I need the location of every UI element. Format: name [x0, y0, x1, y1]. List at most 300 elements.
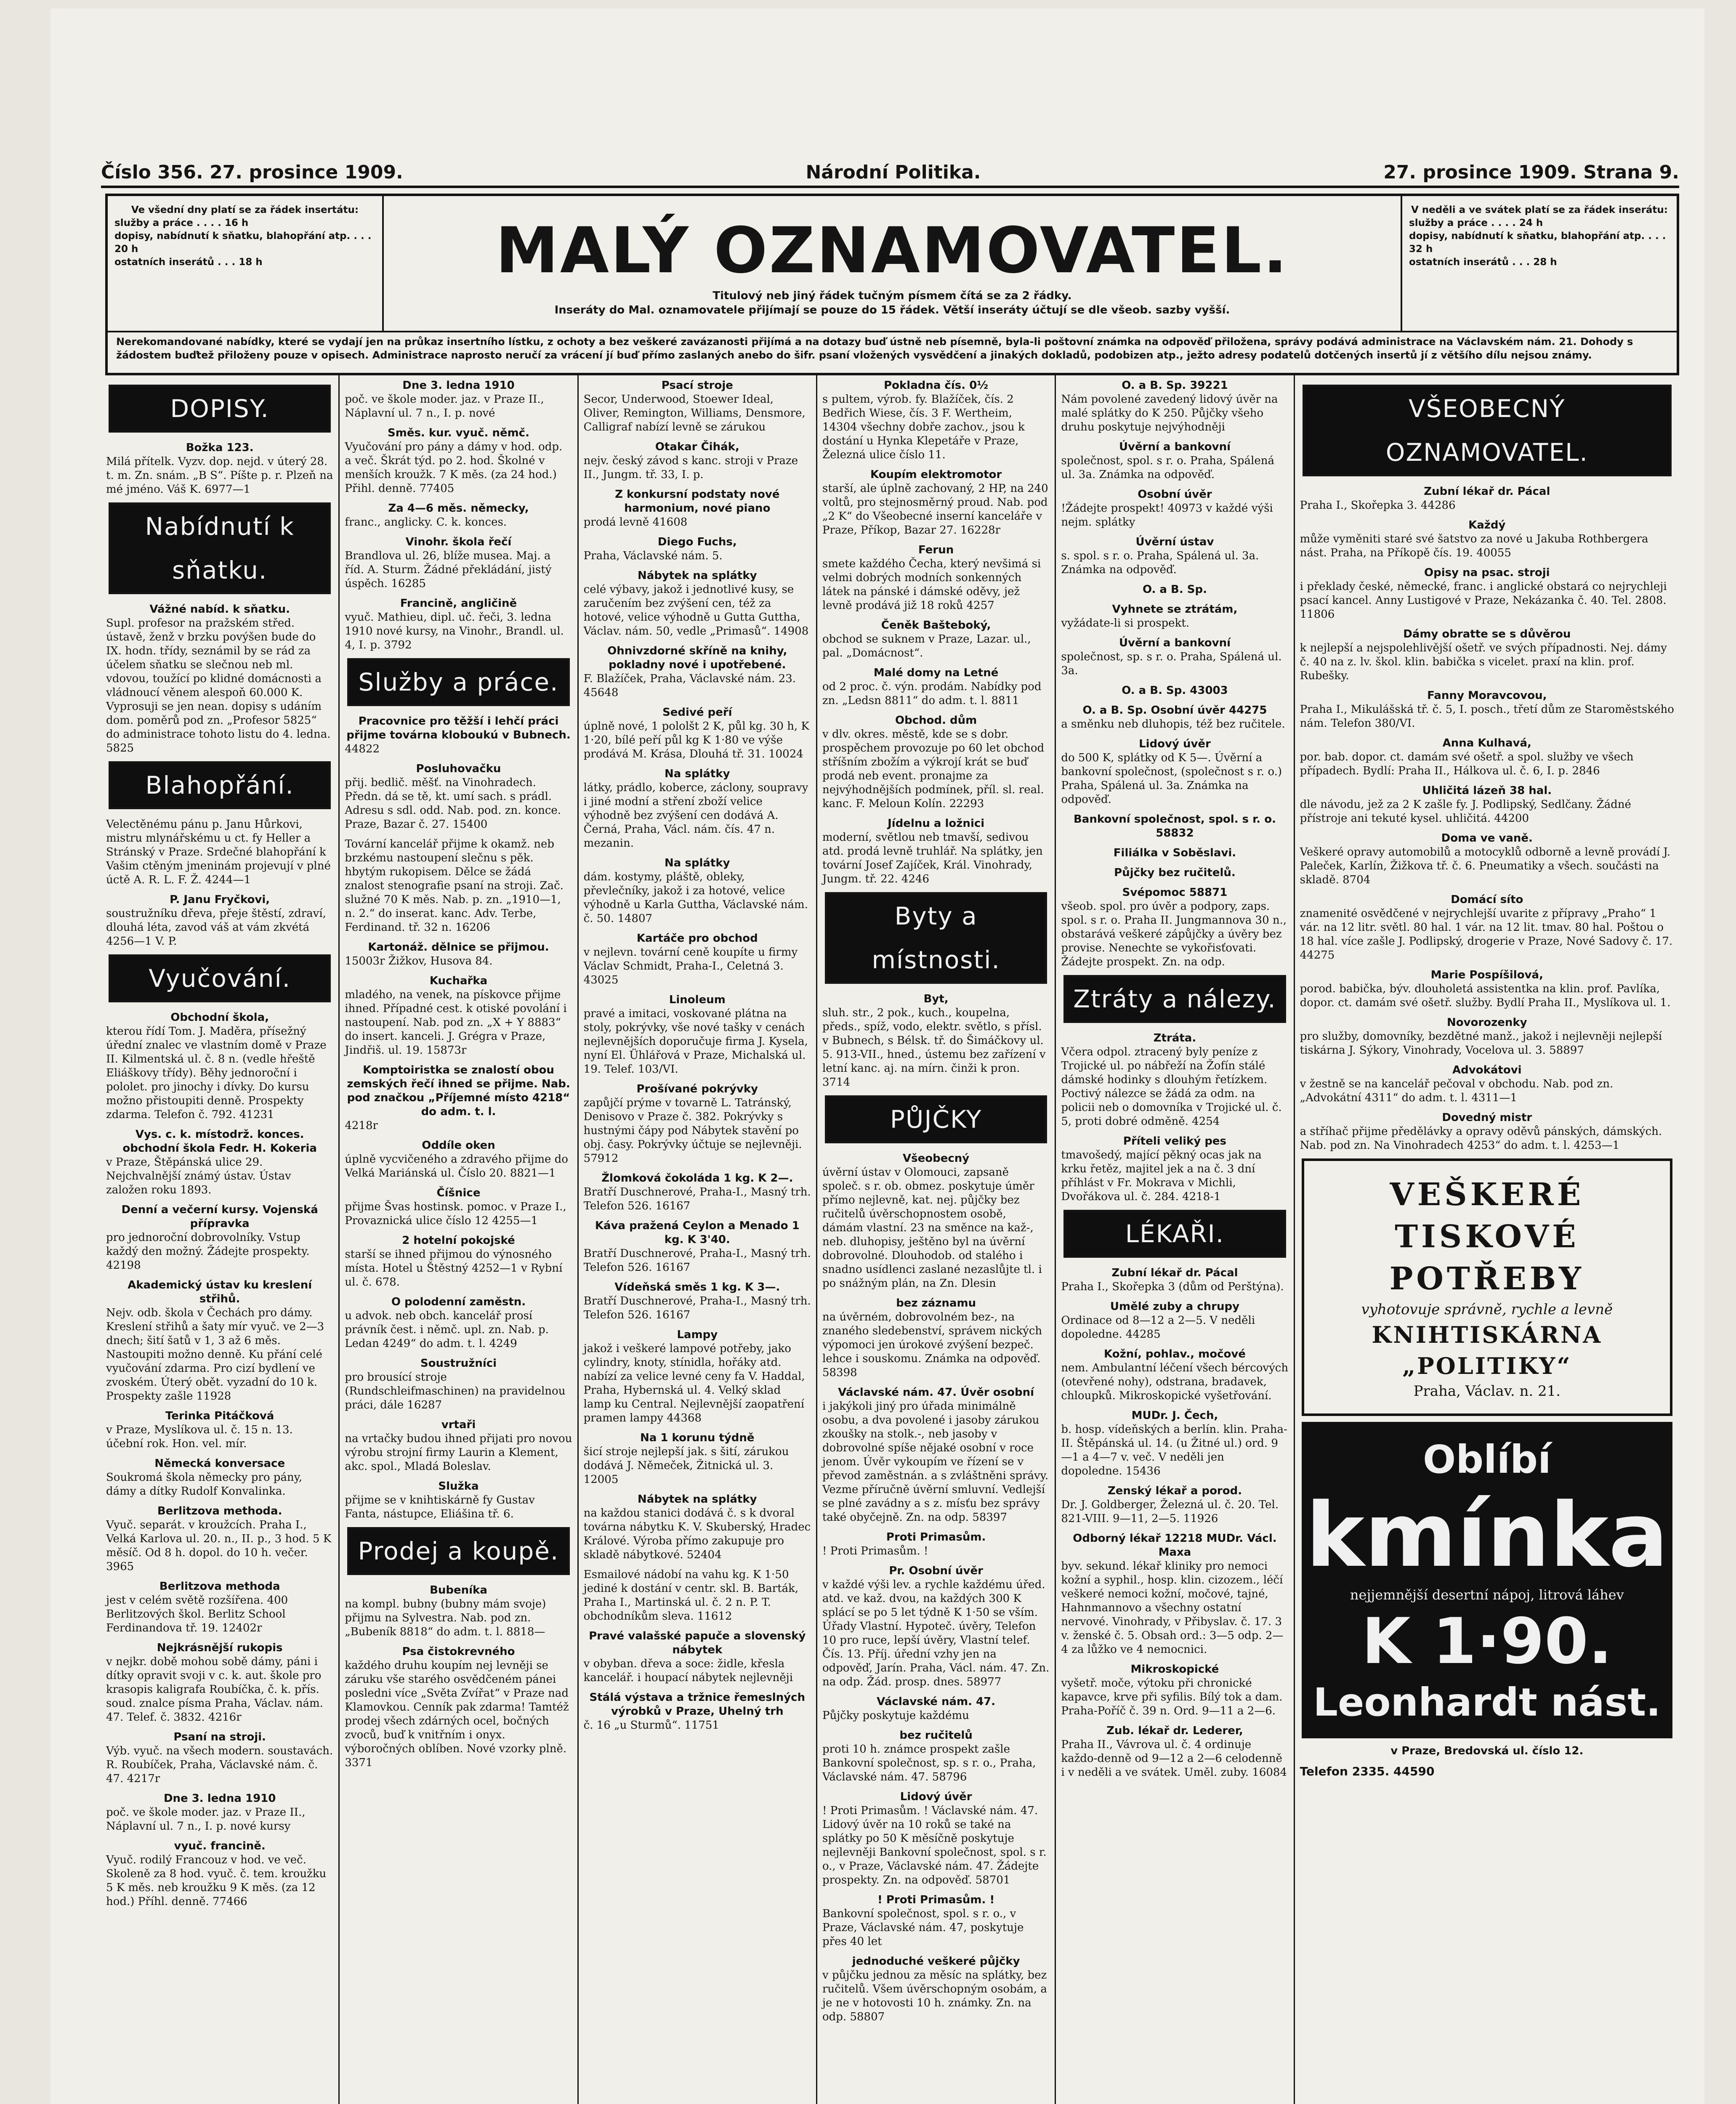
- ad-heading: Terinka Pitáčková: [165, 1410, 274, 1422]
- ad-text: Milá přítelk. Vyzv. dop. nejd. v úterý 28. t. m. Zn. snám. „B S“. Píšte p. r. Plzeň na mé jméno. Váš K. 6977—1: [106, 455, 333, 496]
- ad-item: [822, 1893, 1050, 1949]
- ad-item: [345, 715, 572, 756]
- holiday-rates-head: V neděli a ve svátek platí se za řádek inserátu:: [1411, 205, 1668, 215]
- ad-item: [584, 1493, 811, 1562]
- ad-heading: Kartonáž. dělnice se přijmou.: [368, 941, 549, 954]
- ad-item: [822, 619, 1050, 660]
- ad-heading: Advokátovi: [1452, 1064, 1522, 1076]
- ad-text: Půjčky poskytuje každému: [822, 1709, 969, 1722]
- ad-text: s pultem, výrob. fy. Blažíček, čís. 2 Bedřich Wiese, čís. 3 F. Wertheim, 14304 všechny dobře zachov., jsou k dostání u Hynka Klepetáře v Praze, Železná ulice číslo 11.: [822, 393, 1025, 461]
- ad-heading: Německá konversace: [154, 1457, 285, 1470]
- ad-text: Bratří Duschnerové, Praha-I., Masný trh. Telefon 526. 16167: [583, 1295, 811, 1321]
- ad-item: [106, 1730, 333, 1786]
- ad-item: [106, 1504, 333, 1574]
- ad-heading: Marie Pospíšilová,: [1430, 969, 1543, 981]
- ad-heading: O. a B. Sp. 39221: [1122, 379, 1228, 392]
- ad-text: proti 10 h. známce prospekt zašle Bankovní společnost, sp. s r. o., Praha, Václavské nám. 47. 58796: [822, 1743, 1036, 1783]
- ad-text: v nejkr. době mohou sobě dámy, páni i dítky opravit svoji v c. k. aut. škole pro krasopis kaligrafa Roubíčka, č. k. přís. soud. znalce písma Praha, Václav. nám. 47. Telef. č. 3832. 4216r: [106, 1655, 323, 1724]
- ad-item: [1061, 1663, 1288, 1718]
- ad-text: Tovární kancelář přijme k okamž. neb brzkému nastoupení slečnu s pěk. hbytým rukopisem. Dělce se žádá znalost stenografie psaní na stroji. Zač. služné 70 K měs. Nab. p. zn. „1910—1, n. 2.“ do inserat. kanc. Adv. Terbe, Ferdinand. tř. 32 n. 16206: [345, 838, 564, 934]
- masthead-title: MALÝ OZNAMOVATEL.: [495, 214, 1289, 287]
- ad-item: [1061, 488, 1288, 529]
- ad-heading: Úvěrní a bankovní: [1119, 637, 1231, 649]
- ad-item: [1300, 485, 1674, 513]
- ad-text: na kompl. bubny (bubny mám svoje) přijmu na Sylvestra. Nab. pod zn. „Bubeník 8818“ do adm. t. l. 8818—: [345, 1598, 546, 1638]
- weekday-rates-box: [108, 196, 384, 331]
- ad-heading: Ohnivzdorné skříně na knihy, pokladny nové i upotřebené.: [607, 645, 787, 671]
- ad-heading: Káva pražená Ceylon a Menado 1 kg. K 3'40.: [595, 1219, 800, 1246]
- column-3: [579, 375, 817, 2104]
- ad-item: [584, 440, 811, 482]
- ad-text: starší, ale úplně zachovaný, 2 HP, na 240 voltů, pro stejnosměrný proud. Nab. pod „2 K“ do Všeobecné inserní kanceláře v Praze, Příkop, Bazar 27. 16228r: [822, 482, 1048, 537]
- ad-text: byv. sekund. lékař kliniky pro nemoci kožní a syphil., hosp. klin. cizozem., léčí veškeré nemoci kožní, močové, tajné, Hahnmannovo a všechny ostatní nervové. Vinohrady, v Přibyslav. č. 17. 3 v. ženské č. 5. Obsah ord.: 3—5 odp. 2—4 za lůžko ve 4 nemocnici.: [1061, 1560, 1284, 1656]
- ad-text: Praha I., Skořepka 3 (dům od Perštýna).: [1061, 1280, 1284, 1293]
- ad-text: Bankovní společnost, spol. s r. o., v Praze, Václavské nám. 47, poskytuje přes 40 let: [822, 1907, 1024, 1948]
- ad-item: [584, 535, 811, 563]
- ad-heading: Božka 123.: [186, 441, 254, 454]
- ad-item: [822, 379, 1050, 462]
- section-heading-prodej: Prodej a koupě.: [347, 1527, 569, 1575]
- ad-text: pro jednoroční dobrovolníky. Vstup každý den možný. Žádejte prospekty. 42198: [106, 1231, 310, 1272]
- ad-heading: vrtaři: [441, 1419, 476, 1431]
- ad-item: [1061, 1724, 1288, 1780]
- ad-heading: Pokladna čís. 0½: [884, 379, 989, 392]
- ad-item: [1061, 1347, 1288, 1403]
- ad-heading: Obchodní škola,: [170, 1011, 269, 1024]
- ad-item: [1300, 893, 1674, 962]
- ad-item: [345, 1234, 572, 1289]
- print-shop-tagline: vyhotovuje správně, rychle a levně: [1361, 1301, 1613, 1318]
- ad-text: 4218r: [345, 1119, 378, 1132]
- ad-heading: Anna Kulhavá,: [1442, 737, 1531, 749]
- ad-heading: Ferun: [918, 544, 954, 556]
- ad-item: [1061, 603, 1288, 630]
- ad-heading: Vyhnete se ztrátám,: [1112, 603, 1238, 616]
- ad-item: [822, 1386, 1050, 1525]
- ad-item: [822, 666, 1050, 708]
- ad-item: [345, 974, 572, 1057]
- ad-heading: Za 4—6 měs. německy,: [388, 502, 529, 515]
- ad-item: [345, 1645, 572, 1770]
- ad-text: ! Proti Primasům. !: [822, 1545, 928, 1557]
- telephone-footer: Telefon 2335. 44590: [1300, 1764, 1435, 1778]
- ad-text: dle návodu, jež za 2 K zašle fy. J. Podlipský, Sedlčany. Žádné přístroje ani tekuté kysel. uhličitá. 44200: [1300, 798, 1631, 825]
- ad-item: [822, 714, 1050, 811]
- ad-text: Ordinace od 8—12 a 2—5. V neděli dopoledne. 44285: [1061, 1314, 1255, 1341]
- issue-number: Číslo 356. 27. prosince 1909.: [101, 162, 403, 183]
- section-heading-pujcky: PŮJČKY: [825, 1095, 1047, 1143]
- ad-item: [106, 1409, 333, 1451]
- section-heading-snatek: Nabídnutí k sňatku.: [109, 502, 331, 594]
- ad-text: šicí stroje nejlepší jak. s šití, zárukou dodává J. Němeček, Žitnická ul. 3. 12005: [583, 1445, 789, 1486]
- newspaper-page: [51, 8, 1704, 2104]
- ad-heading: MUDr. J. Čech,: [1131, 1409, 1218, 1422]
- print-shop-line-2: TISKOVÉ: [1395, 1219, 1579, 1255]
- ad-item: [1061, 1484, 1288, 1526]
- ad-heading: Čeněk Bašteboký,: [881, 619, 991, 632]
- columns: [101, 375, 1679, 2104]
- section-heading-dopisy: DOPISY.: [109, 385, 331, 433]
- print-shop-line-3: POTŘEBY: [1389, 1261, 1584, 1297]
- ad-item: [584, 1629, 811, 1685]
- ad-item: [1061, 1031, 1288, 1129]
- kminka-address-text: v Praze, Bredovská ul. číslo 12.: [1390, 1745, 1584, 1757]
- ad-heading: Byt,: [923, 993, 949, 1005]
- ad-text: Vyuč. rodilý Francouz v hod. ve več. Skoleně za 8 hod. vyuč. č. tem. kroužku 5 K měs. neb kroužku 9 K měs. (za 12 hod.) Příhl. denně. 77466: [106, 1854, 327, 1908]
- ad-heading: bez záznamu: [896, 1297, 976, 1310]
- ad-text: Bratří Duschnerové, Praha-I., Masný trh. Telefon 526. 16167: [583, 1247, 811, 1274]
- ad-item: [106, 1011, 333, 1122]
- ad-heading: Služka: [438, 1480, 479, 1493]
- ad-text: 15003r Žižkov, Husova 84.: [345, 955, 493, 967]
- ad-item: [1300, 1111, 1674, 1153]
- ad-item: [584, 932, 811, 987]
- ad-text: na úvěrném, dobrovolném bez-, na znaného sledebenství, správem nických výpomoci jen úrokové zvýšení bezpeč. lehce i souskomu. Známka na odpověď. 58398: [822, 1311, 1042, 1379]
- ad-heading: Nábytek na splátky: [638, 1493, 757, 1506]
- ad-text: Veškeré opravy automobilů a motocyklů odborně a levně provádí J. Paleček, Karlín, Žižkova tř. č. 6. Pneumatiky a všech. součásti na skladě. 8704: [1300, 846, 1671, 886]
- ad-heading: Příteli veliký pes: [1123, 1135, 1227, 1148]
- ad-heading: Na splátky: [665, 768, 730, 780]
- ad-heading: Lampy: [677, 1328, 718, 1341]
- ad-item: [345, 1295, 572, 1351]
- ad-text: v každé výši lev. a rychle každému úřed. atd. ve kaž. dvou, na každých 300 K splácí se po 5 let týdně K 1·50 se vším. Úřady Vlastní. Hypoteč. úvěry, Telefon 10 pro ruce, lepší úvěry, Vlastní telef. Čís. 13. Příj. úřední vzhy jen na odpověď, Jarín. Praha, Václ. nám. 47. Zn. na odp. Žád. prosp. dnes. 58977: [822, 1578, 1050, 1688]
- ad-item: [345, 940, 572, 968]
- ad-text: u advok. neb obch. kancelář prosí právník čest. i němč. upl. zn. Nab. p. Ledan 4249“ do adm. t. l. 4249: [345, 1310, 549, 1350]
- masthead-subtitle: Titulový neb jiný řádek tučným písmem čítá se za 2 řádky.: [712, 290, 1072, 302]
- section-heading-byty: Byty a místnosti.: [825, 892, 1047, 984]
- ad-heading: Vinohr. škola řečí: [405, 536, 512, 548]
- ad-heading: O polodenní zaměstn.: [391, 1296, 526, 1308]
- ad-text: jest v celém světě rozšířena. 400 Berlitzových škol. Berlitz School Ferdinandova tř. 19. 12402r: [106, 1594, 288, 1634]
- ad-text: pravé a imitaci, voskované plátna na stoly, pokrývky, vše nové tašky v cenách nejlevnějších doporučuje firma J. Kysela, nyní El. Ühlářová v Praze, Michalská ul. 19. Telef. 103/VI.: [583, 1007, 808, 1076]
- ad-heading: Dámy obratte se s důvěrou: [1403, 628, 1571, 640]
- ad-item: [106, 1128, 333, 1197]
- ad-item: [584, 379, 811, 434]
- ad-heading: Oddíle oken: [422, 1139, 495, 1152]
- ad-item: [584, 488, 811, 529]
- ad-heading: Úvěrní ústav: [1135, 536, 1214, 548]
- ad-heading: Domácí síto: [1451, 893, 1523, 906]
- ad-item: [584, 767, 811, 850]
- ad-item: [345, 1186, 572, 1228]
- ad-heading: Svépomoc 58871: [1122, 886, 1228, 899]
- ad-heading: bez ručitelů: [899, 1729, 973, 1742]
- ad-item: [1061, 1134, 1288, 1204]
- ad-item: [822, 1695, 1050, 1723]
- ad-item: [822, 1790, 1050, 1887]
- ad-item: [106, 603, 333, 755]
- ad-text: moderní, světlou neb tmavší, sedivou atd. prodá levně truhlář. Na splátky, jen tovární Josef Zajíček, Král. Vinohrady, Jungm. tř. 22. 4246: [822, 831, 1043, 885]
- ad-heading: 2 hotelní pokojské: [402, 1234, 515, 1247]
- ad-text: soustružníku dřeva, přeje štěstí, zdraví, dlouhá léta, zavod váš at vám zkvétá 4256—1 V. P.: [106, 907, 326, 948]
- ad-heading: Lidový úvěr: [1139, 738, 1211, 750]
- section-heading-vyucovani: Vyučování.: [109, 954, 331, 1002]
- ad-text: č. 16 „u Sturmů“. 11751: [583, 1719, 719, 1732]
- kminka-ad-price: K 1·90.: [1361, 1605, 1613, 1678]
- ad-item: [584, 993, 811, 1076]
- ad-heading: Odborný lékař 12218 MUDr. Václ. Maxa: [1073, 1532, 1277, 1559]
- ad-item: [106, 1839, 333, 1909]
- ad-item: [1300, 784, 1674, 826]
- ad-heading: Kožní, pohlav., močové: [1104, 1348, 1246, 1360]
- ad-text: znamenité osvědčené v nejrychlejší uvarite z přípravy „Praho“ 1 vár. na 12 litr. světl. 80 hal. 1 vár. na 12 lit. tmav. 80 hal. Poštou o 18 hal. více zašle J. Podlipský, drogerie v Praze, Nové Sadovy č. 17. 44275: [1300, 907, 1673, 962]
- ad-text: Vyučování pro pány a dámy v hod. odp. a več. Škrát týd. po 2. hod. Školné v menších kroužk. 7 K měs. (za 24 hod.) Přihl. denně. 77405: [345, 441, 563, 495]
- ad-text: Nejv. odb. škola v Čechách pro dámy. Kreslení střihů a šaty mír vyuč. ve 2—3 dnech; šití šatů v 1, 3 až 6 měs. Nastoupiti možno denně. Ku přání celé vyučování zdarma. Pro cizí bydlení ve zvoském. Úterý obět. vyzadní do 10 k. Prospekty zašle 11928: [106, 1307, 324, 1403]
- ad-text: a směnku neb dluhopis, též bez ručitele.: [1061, 718, 1285, 731]
- ad-text: prodá levně 41608: [583, 516, 688, 529]
- ad-item: [1300, 566, 1674, 622]
- ad-item: [822, 468, 1050, 537]
- ad-text: tmavošedý, mající pěkný ocas jak na krku řetěz, majitel jek a na č. 3 dní příhlást v Fr. Mokrava v Michli, Dvořákova ul. č. 284. 4218-1: [1061, 1149, 1262, 1203]
- ad-text: přijme Švas hostinsk. pomoc. v Praze I., Provaznická ulice číslo 12 4255—1: [345, 1201, 566, 1227]
- ad-heading: P. Janu Fryčkovi,: [170, 893, 270, 906]
- ad-heading: ! Proti Primasům. !: [877, 1894, 995, 1906]
- ad-text: Praha I., Mikulášská tř. č. 5, I. posch., třetí dům ze Staroměstského nám. Telefon 380/VI.: [1300, 703, 1674, 730]
- ad-text: Vyuč. separát. v kroužcích. Praha I., Velká Karlova ul. 20. n., II. p., 3 hod. 5 K měsíč. Od 8 h. dopol. do 10 h. večer. 3965: [106, 1519, 332, 1573]
- ad-item: [584, 856, 811, 926]
- ad-heading: Každý: [1468, 519, 1506, 531]
- ad-item: [1061, 704, 1288, 731]
- ad-text: vyžádate-li si prospekt.: [1061, 617, 1190, 630]
- masthead-note: Nerekomandované nabídky, které se vydají jen na průkaz insertního lístku, z ochoty a bez veškeré zavázanosti přijímá a na dotazy buď ústně neb písemně, byla-li poštovní známka na odpověď přiložena, správy podává administrace na Václavském nám. 21. Dohody s žádostem buďtež přiloženy pouze v opisech. Administrace naprosto neručí za vrácení jí buď přímo zaslaných anebo do šifr. psaní vložených vysvědčení a jinakých dokladů, podobizen atp., ježto adresy podatelů dotčených insertů jí z většího dílu nejsou známy.: [108, 331, 1677, 364]
- paper-title: Národní Politika.: [806, 162, 981, 183]
- ad-text: Velectěnému pánu p. Janu Hůrkovi, mistru mlynářskému u ct. fy Heller a Stránský v Praze. Srdečné blahopřání k Vašim ctěným jmeninám projevují v plné úctě A. R. L. F. Ž. 4244—1: [106, 818, 331, 886]
- ad-heading: Uhličitá lázeň 38 hal.: [1422, 784, 1552, 797]
- ad-heading: Umělé zuby a chrupy: [1110, 1300, 1240, 1313]
- ad-heading: Kartáče pro obchod: [636, 932, 758, 945]
- ad-text: ! Proti Primasům. ! Václavské nám. 47. Lidový úvěr na 10 roků se také na splátky po 50 K měsíčně poskytuje nejlevněji Bankovní společnost, spol. s r. o., v Praze, Václavské nám. 47. Žádejte prospekty. Zn. na odpověď. 58701: [822, 1804, 1047, 1886]
- date-page: 27. prosince 1909. Strana 9.: [1383, 162, 1679, 183]
- ad-item: [106, 1792, 333, 1833]
- ad-heading: Směs. kur. vyuč. němč.: [388, 427, 529, 439]
- ad-item: [584, 1691, 811, 1732]
- ad-text: látky, prádlo, koberce, záclony, soupravy i jiné modní a stření zboží velice výhodně bez zvýšení cen dodává A. Černá, Praha, Václ. nám. čís. 47 n. mezanin.: [583, 781, 808, 850]
- ad-heading: Číšnice: [436, 1187, 481, 1199]
- ad-text: dám. kostymy, pláště, obleky, převlečníky, jakož i za hotové, velice výhodně u Karla Guttha, Václavské nám. č. 50. 14807: [583, 871, 808, 925]
- ad-text: v Praze, Myslíkova ul. č. 15 n. 13. účební rok. Hon. vel. mír.: [106, 1424, 293, 1450]
- ad-item: [345, 762, 572, 832]
- section-heading-blahoprani: Blahopřání.: [109, 761, 331, 809]
- kminka-ad-description: nejjemnější desertní nápoj, litrová láhev: [1350, 1587, 1624, 1603]
- ad-heading: Na 1 korunu týdně: [640, 1432, 755, 1444]
- ad-heading: Zubní lékař dr. Pácal: [1424, 485, 1550, 498]
- ad-heading: jednoduché veškeré půjčky: [852, 1955, 1020, 1968]
- ad-text: a stříhač přijme předělávky a opravy oděvů pánských, dámských. Nab. pod zn. Na Vinohradech 4253“ do adm. t. l. 4253—1: [1300, 1125, 1662, 1152]
- kminka-ad-product: kmínka: [1305, 1484, 1668, 1587]
- ad-item: [1061, 1532, 1288, 1657]
- ad-text: Výb. vyuč. na všech modern. soustavách. R. Roubíček, Praha, Václavské nám. č. 47. 4217r: [106, 1745, 333, 1785]
- ad-text: Brandlova ul. 26, blíže musea. Maj. a říd. A. Sturm. Žádné překládání, jistý úspěch. 16285: [345, 550, 552, 590]
- ad-text: Včera odpol. ztracený byly peníze z Trojické ul. po nábřeží na Žofín stálé dámské hodinky s dlouhým řetízkem. Poctivý nálezce se žádá za odm. na policii neb o domovníka v Trojické ul. č. 5, proti dobré odměně. 4254: [1061, 1046, 1282, 1128]
- ad-item: [106, 1278, 333, 1403]
- ad-heading: Dovedný mistr: [1442, 1111, 1532, 1124]
- ad-heading: Vídeňská směs 1 kg. K 3—.: [614, 1281, 780, 1294]
- weekday-rates-head: Ve všední dny platí se za řádek insertátu:: [131, 205, 359, 215]
- ad-heading: Koupím elektromotor: [870, 468, 1002, 481]
- ad-text: úplně nové, 1 pololšt 2 K, půl kg. 30 h, K 1·20, bílé peří půl kg K 1·80 ve výše prodává M. Krása, Dlouhá tř. 31. 10024: [583, 720, 809, 760]
- ad-heading: Bankovní společnost, spol. s r. o. 58832: [1073, 813, 1276, 839]
- ad-item: [822, 992, 1050, 1089]
- ad-text: franc., anglicky. C. k. konces.: [345, 516, 507, 529]
- holiday-rate-1: služby a práce . . . . 24 h: [1409, 218, 1543, 228]
- ad-item: [1061, 583, 1288, 597]
- ad-heading: vyuč. francině.: [174, 1840, 266, 1852]
- ad-heading: O. a B. Sp.: [1142, 583, 1207, 596]
- ad-heading: Proti Primasům.: [886, 1531, 986, 1543]
- ad-heading: Pr. Osobní úvěr: [889, 1565, 983, 1577]
- ad-heading: Obchod. dům: [895, 714, 977, 727]
- ad-heading: Otakar Čihák,: [655, 441, 739, 453]
- ad-text: v žestně se na kancelář pečoval v obchodu. Nab. pod zn. „Advokátní 4311“ do adm. t. l. 4311—1: [1300, 1078, 1614, 1104]
- ad-heading: Jídelnu a ložnici: [888, 817, 985, 830]
- ad-heading: Psaní na stroji.: [173, 1731, 266, 1743]
- ad-text: Soukromá škola německy pro pány, dámy a dítky Rudolf Konvalinka.: [106, 1471, 303, 1498]
- ad-heading: Bubeníka: [430, 1584, 487, 1597]
- ad-text: kterou řídí Tom. J. Maděra, přísežný úřední znalec ve vlastním domě v Praze II. Kilmentská ul. č. 8 n. (vedle hřeště Eliáškovy třídy). Běhy jednoroční i pololet. pro jinochy i dívky. Do kursu možno přistoupiti denně. Prospekty zdarma. Telefon č. 792. 41231: [106, 1025, 327, 1121]
- ad-text: Nám povolené zavedený lidový úvěr na malé splátky do K 250. Půjčky všeho druhu poskytuje nejvýhodněji: [1061, 393, 1278, 433]
- column-4: [817, 375, 1056, 2104]
- ad-item: [345, 1418, 572, 1474]
- ad-heading: Žlomková čokoláda 1 kg. K 2—.: [601, 1172, 793, 1185]
- ad-text: jakož i veškeré lampové potřeby, jako cylindry, knoty, stínidla, hořáky atd. nabízí za velice levné ceny fa V. Haddal, Praha, Hybernská ul. 4. Velký sklad lamp ku Central. Nejlevnější zaopatření pramen lampy 44368: [583, 1342, 805, 1424]
- ad-text: Praha I., Skořepka 3. 44286: [1300, 499, 1456, 512]
- ad-item: [584, 1082, 811, 1166]
- ad-item: [1061, 684, 1288, 698]
- ad-item: [1300, 968, 1674, 1010]
- ad-heading: Doma ve vaně.: [1441, 832, 1533, 845]
- column-2: [340, 375, 578, 2104]
- ad-item: [345, 535, 572, 591]
- ad-item: [822, 1152, 1050, 1291]
- ad-text: i překlady české, německé, franc. i anglické obstará co nejrychleji psací kancel. Anny Lustigové v Praze, Nekázanka č. 40. Tel. 2808. 11806: [1300, 580, 1667, 621]
- ad-text: 44822: [345, 743, 380, 755]
- ad-heading: Václavské nám. 47. Úvěr osobní: [838, 1386, 1034, 1399]
- ad-heading: Zenský lékař a porod.: [1107, 1485, 1242, 1497]
- ad-heading: Úvěrní a bankovní: [1119, 441, 1231, 453]
- ad-text: vyuč. Mathieu, dipl. uč. řeči, 3. ledna 1910 nové kursy, na Vinohr., Brandl. ul. 4, I. p. 3792: [345, 611, 564, 651]
- ad-text: s. spol. s r. o. Praha, Spálená ul. 3a. Známka na odpověď.: [1061, 550, 1259, 576]
- column-6: [1295, 375, 1679, 2104]
- ad-text: celé výbavy, jakož i jednotlivé kusy, se zaručením bez zvýšení cen, též za hotové, velice výhodně u Gutta Guttha, Václav. nám. 50, vedle „Primasů“. 14908: [583, 583, 809, 638]
- ad-item: [584, 1431, 811, 1487]
- ad-heading: Lidový úvěr: [900, 1791, 972, 1803]
- ad-heading: Linoleum: [669, 994, 726, 1006]
- ad-text: nem. Ambulantní léčení všech bércových (otevřené nohy), odstrana, bradavek, chloupků. Mikroskopické vyšetřování.: [1061, 1362, 1289, 1402]
- ad-text: poč. ve škole moder. jaz. v Praze II., Náplavní ul. 7 n., I. p. nové: [345, 393, 544, 420]
- ad-item: [584, 1280, 811, 1322]
- ad-text: Supl. profesor na pražském střed. ústavě, ženž v brzku povýšen bude do IX. hodn. třídy, seznámil by se rád za účelem sňatku se slečnou neb ml. vdovou, toužící po klidné domácnosti a vládnoucí věnem alespoň 60.000 K. Vyprosuji se jen nean. dopisy s udáním dom. poměrů pod zn. „Profesor 5825“ do administrace tohoto listu do 4. ledna. 5825: [106, 617, 331, 754]
- ad-heading: Francině, angličině: [400, 597, 517, 610]
- ad-text: v obyban. dřeva a soce: židle, křesla kancelář. i houpací nábytek nejlevněji: [583, 1658, 793, 1684]
- ad-text: !Žádejte prospekt! 40973 v každé výši nejm. splátky: [1061, 502, 1273, 529]
- ad-item: [584, 1568, 811, 1623]
- ad-heading: Nábytek na splátky: [638, 569, 757, 582]
- masthead-subtitle-2: Inseráty do Mal. oznamovatele přijímají se pouze do 15 řádek. Větší inseráty účtují se dle všeob. sazby vyšší.: [554, 304, 1230, 316]
- kminka-ad: [1302, 1422, 1672, 1738]
- ad-heading: Berlitzova methoda: [159, 1580, 280, 1593]
- ad-text: starší se ihned přijmou do výnosného místa. Hotel u Štěstný 4252—1 v Rybní ul. č. 678.: [345, 1248, 563, 1288]
- ad-heading: Zubní lékař dr. Pácal: [1111, 1267, 1238, 1279]
- ad-heading: Filiálka v Soběslavi.: [1113, 847, 1236, 859]
- ad-item: [1061, 1409, 1288, 1478]
- ad-heading: Zub. lékař dr. Lederer,: [1106, 1724, 1243, 1737]
- ad-heading: Malé domy na Letné: [873, 667, 999, 679]
- ad-text: poč. ve škole moder. jaz. v Praze II., Náplavní ul. 7 n., I. p. nové kursy: [106, 1806, 306, 1833]
- column-1: [101, 375, 340, 2104]
- ad-item: [822, 1296, 1050, 1380]
- ad-heading: Akademický ústav ku kreslení střihů.: [128, 1279, 312, 1305]
- ad-heading: Vážné nabíd. k sňatku.: [149, 603, 290, 616]
- ad-item: [345, 1480, 572, 1521]
- ad-item: [1061, 846, 1288, 860]
- ad-item: [1061, 886, 1288, 969]
- ad-heading: Nejkrásnější rukopis: [157, 1642, 283, 1654]
- ad-text: vyšetř. moče, výtoku při chronické kapavce, krve při syfilis. Bílý tok a dam. Praha-Poříč č. 39 n. Ord. 9—11 a 2—6.: [1061, 1677, 1283, 1717]
- ad-text: Praha II., Vávrova ul. č. 4 ordinuje každo-denně od 9—12 a 2—6 celodenně i v neděli a ve svátek. Uměl. zuby. 16084: [1061, 1738, 1287, 1779]
- ad-text: každého druhu koupím nej levněji se záruku vše starého osvědčeném pánei posledni více „Světa Zvířat“ v Praze nad Klamovkou. Cenník pak zdarma! Tamtéž prodej všech zdárných ocel, bočných zvoců, buď k vnitřním i onyx. výboročných oblíben. Nové vzorky plně. 3371: [345, 1659, 569, 1769]
- ad-heading: Diego Fuchs,: [657, 536, 737, 548]
- ad-item: [584, 706, 811, 761]
- ad-item: [345, 1583, 572, 1639]
- weekday-rate-3: ostatních inserátů . . . 18 h: [114, 257, 263, 268]
- ad-item: [345, 1357, 572, 1412]
- ad-text: por. bab. dopor. ct. damám své ošetř. a spol. služby ve všech případech. Bydlí: Praha II., Hálkova ul. č. 6, I. p. 2846: [1300, 751, 1634, 777]
- ad-heading: Vys. c. k. místodrž. konces. obchodní škola Fedr. H. Kokeria: [122, 1128, 317, 1155]
- ad-item: [1300, 518, 1674, 560]
- ad-heading: Psa čistokrevného: [402, 1645, 515, 1658]
- ad-heading: Opisy na psac. stroji: [1424, 566, 1550, 579]
- print-shop-name-2: „POLITIKY“: [1402, 1352, 1572, 1379]
- ad-item: [345, 502, 572, 529]
- ad-text: v Praze, Štěpánská ulice 29. Nejchvalnější známý ústav. Ústav založen roku 1893.: [106, 1156, 291, 1196]
- ad-heading: Komptoiristka se znalostí obou zemských řečí ihned se přijme. Nab. pod značkou „Příjemné místo 4218“ do adm. t. l.: [347, 1064, 570, 1118]
- section-heading-ztraty: Ztráty a nálezy.: [1063, 975, 1286, 1023]
- kminka-ad-address: [1300, 1744, 1674, 1758]
- ad-heading: Všeobecný: [903, 1152, 970, 1165]
- ad-item: [345, 426, 572, 496]
- ad-heading: Ztráta.: [1153, 1032, 1196, 1044]
- ad-heading: Pravé valašské papuče a slovenský nábytek: [589, 1630, 806, 1656]
- ad-text: může vyměniti staré své šatstvo za nové u Jakuba Rothbergera nást. Praha, na Příkopě čís. 19. 40055: [1300, 533, 1648, 559]
- ad-text: do 500 K, splátky od K 5—. Úvěrní a bankovní společnost, (společnost s r. o.) Praha, Spálená ul. 3a. Známka na odpověď.: [1061, 752, 1282, 806]
- ad-item: [822, 1530, 1050, 1558]
- ad-text: přij. bedlič. měšť. na Vinohradech. Předn. dá se tě, kt. umí sach. s prádl. Adresu s sdl. odd. Nab. pod. zn. konce. Praze, Bazar č. 27. 15400: [345, 776, 561, 831]
- ad-text: sluh. str., 2 pok., kuch., koupelna, předs., spíž, vodo, elektr. světlo, s přísl. v Bubnech, s Bélsk. tř. do Šimáčkovy ul. 5. 913-VII., hned., ústemu bez zařízení v letní kanc. aj. na mírn. činži k pron. 3714: [822, 1007, 1046, 1089]
- holiday-rate-3: ostatních inserátů . . . 28 h: [1409, 257, 1557, 268]
- ad-text: Secor, Underwood, Stoewer Ideal, Oliver, Remington, Williams, Densmore, Calligraf nabízí levně se zárukou: [583, 393, 806, 433]
- kminka-ad-line-1: Oblíbí: [1423, 1437, 1551, 1482]
- ad-item: [1061, 866, 1288, 880]
- column-5: [1056, 375, 1295, 2104]
- print-shop-name: KNIHTISKÁRNA: [1372, 1321, 1603, 1348]
- ad-item: [345, 1139, 572, 1180]
- ad-text: v dlv. okres. městě, kde se s dobr. prospěchem provozuje po 60 let obchod stříšním zbožím a výkrojí krát se buď prodá neb event. pronajme za nejvýhodnějších podmínek, příl. sl. real. kanc. F. Meloun Kolín. 22293: [822, 728, 1045, 810]
- ad-heading: Prošívané pokrývky: [636, 1083, 758, 1095]
- ad-item: [1061, 379, 1288, 434]
- ad-heading: Osobní úvěr: [1138, 488, 1212, 501]
- ad-text: pro služby, domovníky, bezdětné manž., jakož i nejlevněji nejlepší tiskárna J. Sýkory, Vinohrady, Vocelova ul. 3. 58897: [1300, 1030, 1662, 1057]
- ad-text: nejv. český závod s kanc. stroji v Praze II., Jungm. tř. 33, I. p.: [583, 454, 798, 481]
- ad-item: [106, 1203, 333, 1272]
- ad-text: porod. babička, býv. dlouholetá assistentka na klin. prof. Pavlíka, dopor. ct. damám své ošetř. služby. Bydlí Praha II., Myslíkova ul. 1.: [1300, 983, 1671, 1009]
- ad-item: [106, 818, 333, 887]
- ad-text: Bratří Duschnerové, Praha-I., Masný trh. Telefon 526. 16167: [583, 1186, 811, 1212]
- ad-heading: Pracovnice pro těžší i lehčí práci přijme továrna kloboukú v Bubnech.: [346, 715, 571, 741]
- ad-heading: Denní a večerní kursy. Vojenská přípravka: [121, 1203, 318, 1230]
- ad-text: Praha, Václavské nám. 5.: [583, 550, 723, 562]
- ad-text: na vrtačky budou ihned přijati pro novou výrobu strojní firmy Laurin a Klement, akc. spol., Mladá Boleslav.: [345, 1432, 572, 1473]
- ad-item: [822, 1729, 1050, 1784]
